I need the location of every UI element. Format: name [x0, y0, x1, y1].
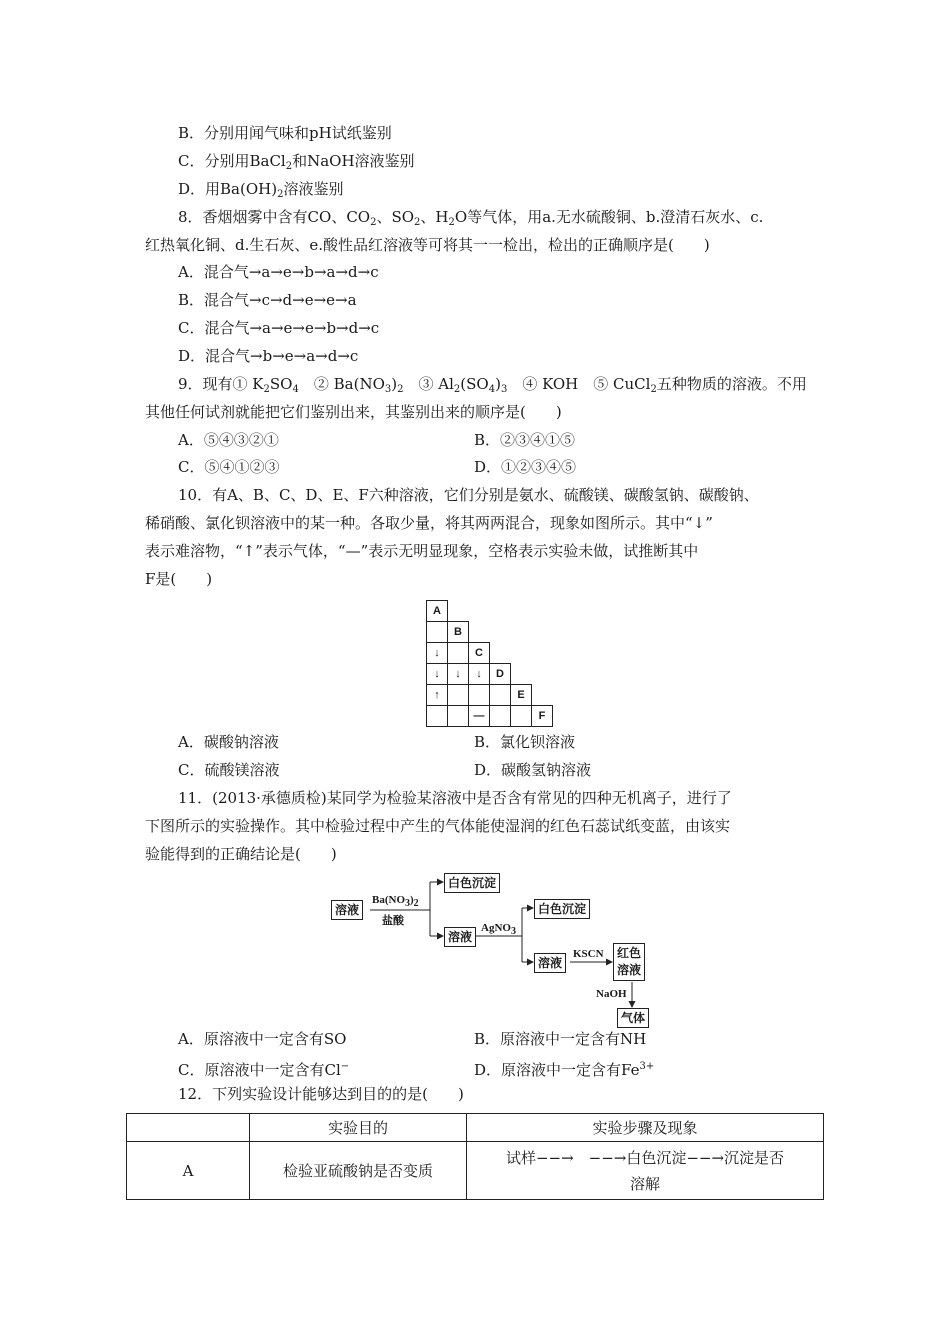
q9-stem-line2: 其他任何试剂就能把它们鉴别出来，其鉴别出来的顺序是( ) [145, 403, 562, 421]
q11-option-a: A．原溶液中一定含有SO [178, 1030, 347, 1048]
reaction-cell: ↓ [448, 664, 469, 685]
q10-stem-line3: 表示难溶物，“↑”表示气体，“—”表示无明显现象，空格表示实验未做，试推断其中 [145, 542, 699, 560]
reaction-cell: — [469, 706, 490, 727]
q9-option-b: B．②③④①⑤ [474, 431, 576, 449]
flow-gas: 气体 [617, 1008, 649, 1028]
flow-reagent-kscn: KSCN [573, 948, 604, 960]
q10-option-b: B．氯化钡溶液 [474, 733, 576, 751]
q8-option-d: D．混合气→b→e→a→d→c [178, 347, 359, 365]
reaction-cell: A [427, 601, 448, 622]
q11-stem-line3: 验能得到的正确结论是( ) [145, 845, 337, 863]
header-blank [127, 1114, 250, 1142]
flow-red-solution: 红色 溶液 [613, 943, 645, 981]
row-a-steps: 试样−−→ −−→白色沉淀−−→沉淀是否 溶解 [467, 1142, 824, 1200]
reaction-cell: ↓ [469, 664, 490, 685]
q10-option-d: D．碳酸氢钠溶液 [474, 761, 592, 779]
reaction-cell: ↑ [427, 685, 448, 706]
flow-reagent-hcl: 盐酸 [382, 914, 404, 927]
q10-stem-line4: F是( ) [145, 570, 213, 588]
header-purpose: 实验目的 [250, 1114, 467, 1142]
q11-option-b: B．原溶液中一定含有NH [474, 1030, 647, 1048]
q9-option-c: C．⑤④①②③ [178, 458, 280, 476]
q8-stem-line1: 8．香烟烟雾中含有CO、$CO_2$、$SO_2$、$H_2O$等气体，用a.无水硫酸铜、b.澄清石灰水、c. [178, 208, 764, 228]
reaction-cell: F [532, 706, 553, 727]
header-steps: 实验步骤及现象 [467, 1114, 824, 1142]
q9-option-a: A．⑤④③②① [178, 431, 279, 449]
q12-stem: 12．下列实验设计能够达到目的的是( ) [178, 1085, 464, 1103]
flow-reagent-agno3: AgNO$_3$ [481, 922, 516, 937]
flow-reagent-ba-no3: $Ba(NO_3)_2$ [372, 894, 419, 909]
reaction-cell: ↓ [427, 664, 448, 685]
q11-option-d: D．原溶液中一定含有$Fe^{3+}$ [474, 1061, 655, 1079]
q9-option-d: D．①②③④⑤ [474, 458, 577, 476]
reaction-cell: B [448, 622, 469, 643]
q9-stem-line1: 9．现有① $K_2SO_4$ ② $Ba(NO_3)_2$ ③ $Al_2(SO_4)_3$ ④ KOH ⑤ CuCl$_2$五种物质的溶液。不用 [178, 375, 807, 395]
q11-stem-line2: 下图所示的实验操作。其中检验过程中产生的气体能使湿润的红色石蕊试纸变蓝，由该实 [145, 817, 731, 835]
row-a-purpose: 检验亚硫酸钠是否变质 [250, 1142, 467, 1200]
q8-option-a: A．混合气→a→e→b→a→d→c [178, 263, 379, 281]
q8-option-c: C．混合气→a→e→e→b→d→c [178, 319, 380, 337]
q10-stem-line1: 10．有A、B、C、D、E、F六种溶液，它们分别是氨水、硫酸镁、碳酸氢钠、碳酸钠、 [178, 486, 759, 504]
experiment-table [126, 1113, 824, 1200]
flow-white-precipitate-1: 白色沉淀 [444, 873, 500, 893]
q8-stem-line2: 红热氧化铜、d.生石灰、e.酸性品红溶液等可将其一一检出，检出的正确顺序是( ) [145, 236, 710, 254]
q11-option-c: C．原溶液中一定含有Cl− [178, 1061, 350, 1079]
q7-option-c: C．分别用BaCl$_2$和NaOH溶液鉴别 [178, 152, 415, 172]
q10-stem-line2: 稀硝酸、氯化钡溶液中的某一种。各取少量，将其两两混合，现象如图所示。其中“↓” [145, 514, 713, 532]
flow-reagent-naoh: NaOH [596, 988, 627, 1000]
q11-stem-line1: 11．(2013·承德质检)某同学为检验某溶液中是否含有常见的四种无机离子，进行了 [178, 789, 732, 807]
reaction-cell: C [469, 643, 490, 664]
reaction-cell: ↓ [427, 643, 448, 664]
q8-option-b: B．混合气→c→d→e→e→a [178, 291, 357, 309]
q10-option-c: C．硫酸镁溶液 [178, 761, 280, 779]
row-a-label: A [127, 1142, 250, 1200]
reaction-cell: E [511, 685, 532, 706]
flow-white-precipitate-2: 白色沉淀 [534, 899, 590, 919]
flow-solution-3: 溶液 [534, 953, 566, 973]
flow-solution-2: 溶液 [444, 927, 476, 947]
q7-option-d: D．用$Ba(OH)_2$溶液鉴别 [178, 180, 344, 200]
flow-solution-1: 溶液 [331, 900, 363, 920]
q7-option-b: B．分别用闻气味和pH试纸鉴别 [178, 124, 392, 142]
q10-option-a: A．碳酸钠溶液 [178, 733, 279, 751]
reaction-cell: D [490, 664, 511, 685]
